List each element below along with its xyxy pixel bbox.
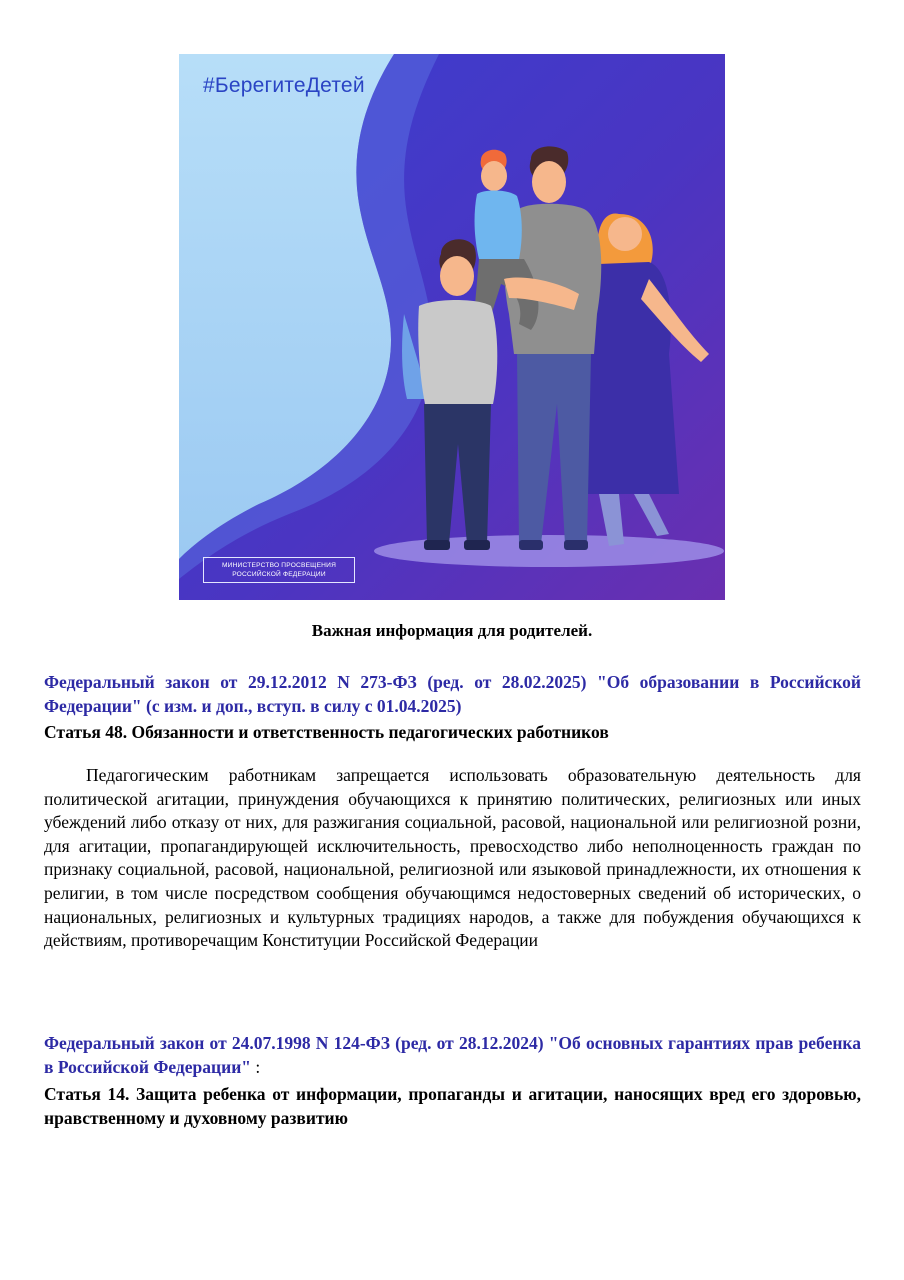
ministry-line-1: МИНИСТЕРСТВО ПРОСВЕЩЕНИЯ bbox=[221, 562, 337, 569]
floor-shadow bbox=[374, 535, 724, 567]
law-2-heading bbox=[44, 1031, 861, 1079]
poster-illustration bbox=[179, 54, 725, 600]
article-48-text bbox=[44, 764, 861, 953]
hashtag-label: #БерегитеДетей bbox=[203, 74, 365, 97]
law-2-suffix: : bbox=[251, 1057, 261, 1077]
article-48-heading: Статья 48. Обязанности и ответственность педагогических работников bbox=[44, 722, 609, 742]
article-14-heading: Статья 14. Защита ребенка от информации, пропаганды и агитации, наносящих вред его здоровью, нравственному и духовному развитию bbox=[44, 1084, 861, 1128]
law-1-title: Федеральный закон от 29.12.2012 N 273-ФЗ (ред. от 28.02.2025) "Об образовании в Российской Федерации" (с изм. и доп., вступ. в силу с 01.04.2025) bbox=[44, 672, 861, 716]
ministry-logo-box bbox=[203, 557, 355, 583]
ministry-line-2: РОССИЙСКОЙ ФЕДЕРАЦИИ bbox=[232, 571, 326, 578]
family-illustration bbox=[179, 54, 725, 600]
important-info-caption: Важная информация для родителей. bbox=[311, 621, 593, 640]
article-48-body: Педагогическим работникам запрещается использовать образовательную деятельность для политической агитации, принуждения обучающихся к принятию политических, религиозных или иных убеждений либо отказу от них, для разжигания социальной, расовой, национальной или религиозной розни, для агитации, пропагандирующей исключительность, превосходство либо неполноценность граждан по признаку социальной, расовой, национальной, религиозной или языковой принадлежности, их отношения к религии, в том числе посредством сообщения обучающимся недостоверных сведений об исторических, о национальных, религиозных и культурных традициях народов, а также для побуждения обучающихся к действиям, противоречащим Конституции Российской Федерации bbox=[44, 765, 861, 951]
law-2-title: Федеральный закон от 24.07.1998 N 124-ФЗ (ред. от 28.12.2024) "Об основных гарантиях прав ребенка в Российской Федерации" bbox=[44, 1033, 861, 1077]
